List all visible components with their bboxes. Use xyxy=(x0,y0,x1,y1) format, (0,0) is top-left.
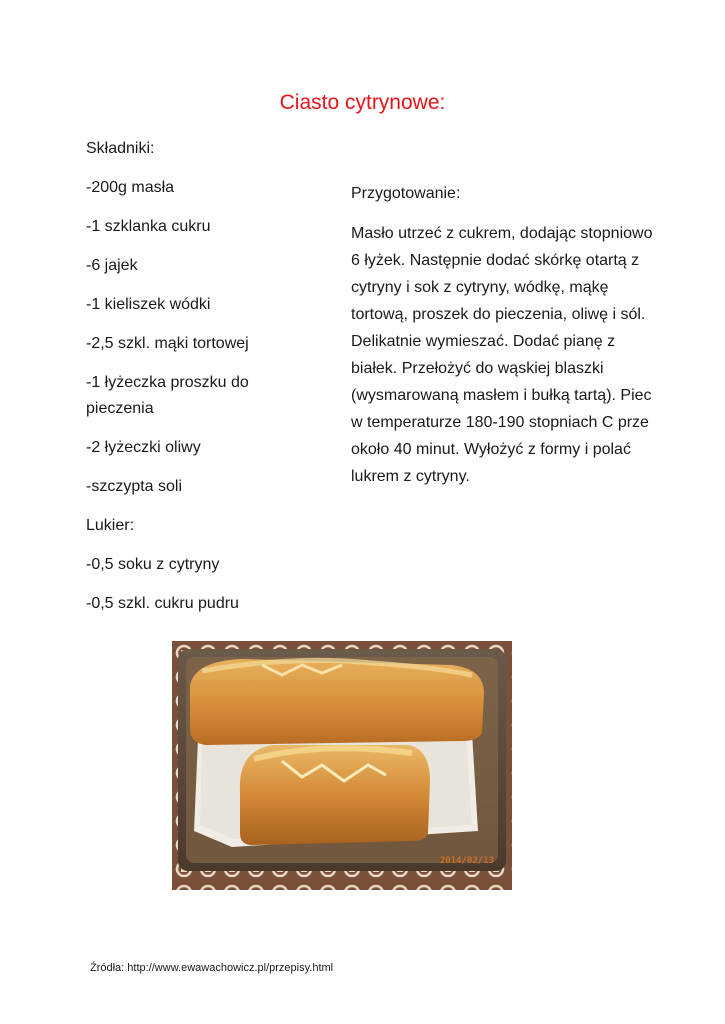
preparation-heading: Przygotowanie: xyxy=(351,185,461,202)
ingredient-item: -200g masła xyxy=(86,179,175,196)
glaze-item: -0,5 szkl. cukru pudru xyxy=(86,595,239,612)
glaze-item: -0,5 soku z cytryny xyxy=(86,556,220,573)
ingredient-item: -2 łyżeczki oliwy xyxy=(86,439,201,456)
ingredient-item: -szczypta soli xyxy=(86,478,183,495)
recipe-title: Ciasto cytrynowe: xyxy=(279,91,446,114)
ingredients-column xyxy=(86,136,316,630)
ingredient-item: -1 łyżeczka proszku do pieczenia xyxy=(86,374,249,417)
cake-photo xyxy=(172,641,512,890)
ingredient-item: -1 kieliszek wódki xyxy=(86,296,211,313)
ingredient-item: -6 jajek xyxy=(86,257,138,274)
photo-date-stamp: 2014/02/13 xyxy=(439,856,494,866)
glaze-heading: Lukier: xyxy=(86,517,135,534)
preparation-column xyxy=(351,180,661,490)
ingredient-item: -1 szklanka cukru xyxy=(86,218,211,235)
ingredient-item: -2,5 szkl. mąki tortowej xyxy=(86,335,249,352)
preparation-text: Masło utrzeć z cukrem, dodając stopniowo 6 łyżek. Następnie dodać skórkę otartą z cytryny i sok z cytryny, wódkę, mąkę tortową, proszek do pieczenia, oliwę i sól. Delikatnie wymieszać. Dodać pianę z białek. Przełożyć do wąskiej blaszki (wysmarowaną masłem i bułką tartą). Piec w temperaturze 180-190 stopniach C prze około 40 minut. Wyłożyć z formy i polać lukrem z cytryny. xyxy=(351,225,653,485)
ingredients-heading: Składniki: xyxy=(86,140,155,157)
source-footer: Źródła: http://www.ewawachowicz.pl/przepisy.html xyxy=(90,962,334,974)
